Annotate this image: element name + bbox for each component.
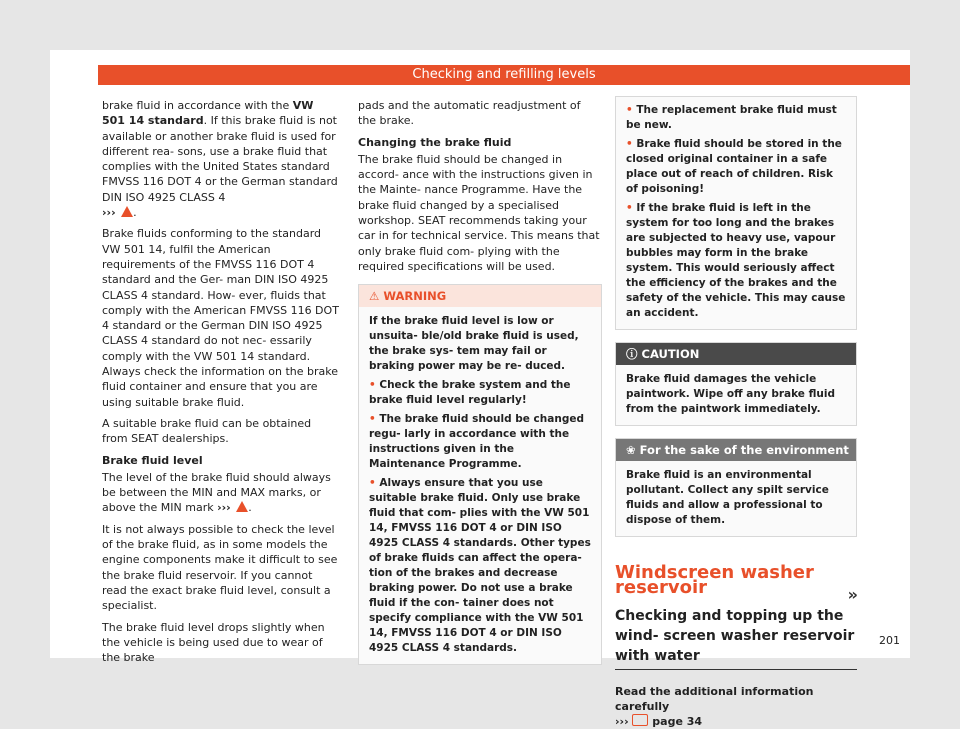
list-item: • If the brake fluid is left in the system for too long and the brakes are subjected to heavy use, vapour bubbles may form in the brake system. This would seriously affect the efficiency of the brakes and the safety of the vehicle. This may cause an accident. — [626, 202, 846, 319]
bullet-icon: • — [369, 379, 380, 392]
subsection-title: Checking and topping up the wind- screen washer reservoir with water — [615, 606, 857, 670]
manual-page — [50, 50, 910, 729]
caution-title: CAUTION — [641, 347, 700, 361]
environment-icon: ❀ — [626, 443, 636, 457]
list-item: • Always ensure that you use suitable brake fluid. Only use brake fluid that com- plies with the VW 501 14, FMVSS 116 DOT 4 or DIN ISO 4925 CLASS 4 standards. Other types of brake fluids can affect the opera- tion of the brakes and decrease braking power. Do not use a brake fluid if the con- tainer does not specify compliance with the VW 501 14, FMVSS 116 DOT 4 or DIN ISO 4925 CLASS 4 standards. — [369, 477, 591, 655]
paragraph: pads and the automatic readjustment of the brake. — [358, 99, 581, 128]
environment-body: Brake fluid is an environmental pollutant. Collect any spilt service fluids and allow a professional to dispose of them. — [626, 469, 829, 526]
warning-triangle-icon: ⚠ — [369, 289, 380, 304]
list-item: • The brake fluid should be changed regu- larly in accordance with the instructions given in the Maintenance Programme. — [369, 413, 584, 471]
paragraph: A suitable brake fluid can be obtained from SEAT dealerships. — [102, 416, 312, 446]
subheading: Brake fluid level — [102, 453, 203, 467]
caution-header — [616, 343, 856, 365]
paragraph: It is not always possible to check the level of the brake fluid, as in some models the engine components make it difficult to see the brake fluid reservoir. If you cannot read the exact brake fluid level, consult a specialist. — [102, 522, 338, 613]
bullet-icon: • — [626, 138, 637, 150]
bullet-icon: • — [369, 413, 380, 426]
warning-header — [359, 285, 601, 307]
warning-continued-box — [615, 96, 857, 330]
warning-body — [359, 307, 601, 664]
continue-mark: » — [847, 585, 858, 604]
environment-header — [616, 439, 856, 461]
warning-title: WARNING — [383, 289, 447, 304]
warning-triangle-icon[interactable] — [121, 206, 133, 217]
reference-arrows[interactable]: ››› — [615, 715, 629, 729]
list-item: • Brake fluid should be stored in the closed original container in a safe place out of reach of children. Risk of poisoning! — [626, 138, 842, 195]
caution-box — [615, 342, 857, 426]
standard-name: VW 501 14 standard — [102, 99, 314, 128]
page-reference-link[interactable]: page 34 — [652, 715, 703, 729]
paragraph: brake fluid in accordance with the VW 501 14 standard. If this brake fluid is not available or another brake fluid is used for different rea- sons, use a brake fluid that complies with the United States standard FMVSS 116 DOT 4 or the German standard DIN ISO 4925 CLASS 4 ››› . — [102, 99, 338, 220]
list-item: • The replacement brake fluid must be new. — [626, 104, 837, 131]
page-number: 201 — [879, 634, 900, 647]
paragraph: The brake fluid level drops slightly when the vehicle is being used due to wear of the brake — [102, 620, 325, 665]
caution-body: Brake fluid damages the vehicle paintwork. Wipe off any brake fluid from the paintwork immediately. — [626, 373, 835, 415]
column-3 — [615, 98, 857, 729]
reference-arrows[interactable]: ››› — [217, 501, 231, 515]
column-1 — [102, 98, 340, 671]
list-item: • Check the brake system and the brake fluid level regularly! — [369, 379, 571, 407]
bullet-icon: • — [369, 477, 380, 490]
environment-box — [615, 438, 857, 537]
page-header: Checking and refilling levels — [98, 65, 910, 85]
environment-title: For the sake of the environment — [639, 443, 849, 457]
section-title: Windscreen washer reservoir — [615, 562, 814, 599]
info-circle-icon: ⓘ — [626, 347, 638, 361]
bullet-icon: • — [626, 202, 637, 214]
paragraph: The level of the brake fluid should always be between the MIN and MAX marks, or above the MIN mark ››› . — [102, 470, 331, 515]
warning-continued-body — [616, 97, 856, 329]
warning-triangle-icon[interactable] — [236, 501, 248, 512]
paragraph: Brake fluids conforming to the standard VW 501 14, fulfil the American requirements of the FMVSS 116 DOT 4 standard and the Ger- man DIN ISO 4925 CLASS 4 standard. How- ever, fluids that comply with the American FMVSS 116 DOT 4 standard or the German DIN ISO 4925 CLASS 4 standard do not nec- essarily comply with the VW 501 14 standard. Always check the information on the brake fluid container and ensure that you are using suitable brake fluid. — [102, 227, 339, 409]
column-2 — [358, 98, 602, 665]
page-reference-icon[interactable] — [632, 714, 648, 726]
warning-box — [358, 284, 602, 665]
reference-arrows[interactable]: ››› — [102, 206, 116, 220]
paragraph: The brake fluid should be changed in accord- ance with the instructions given in the Mainte- nance Programme. Have the brake fluid changed by a specialised workshop. SEAT recommends taking your car in for technical service. This means that only brake fluid com- plying with the required specifications will be used. — [358, 152, 600, 273]
warning-intro: If the brake fluid level is low or unsuita- ble/old brake fluid is used, the brake sys- tem may fail or braking power may be re- duced. — [369, 315, 579, 373]
subheading: Changing the brake fluid — [358, 135, 512, 149]
bullet-icon: • — [626, 104, 637, 116]
read-more-note: Read the additional information carefully ››› page 34 — [615, 684, 814, 729]
